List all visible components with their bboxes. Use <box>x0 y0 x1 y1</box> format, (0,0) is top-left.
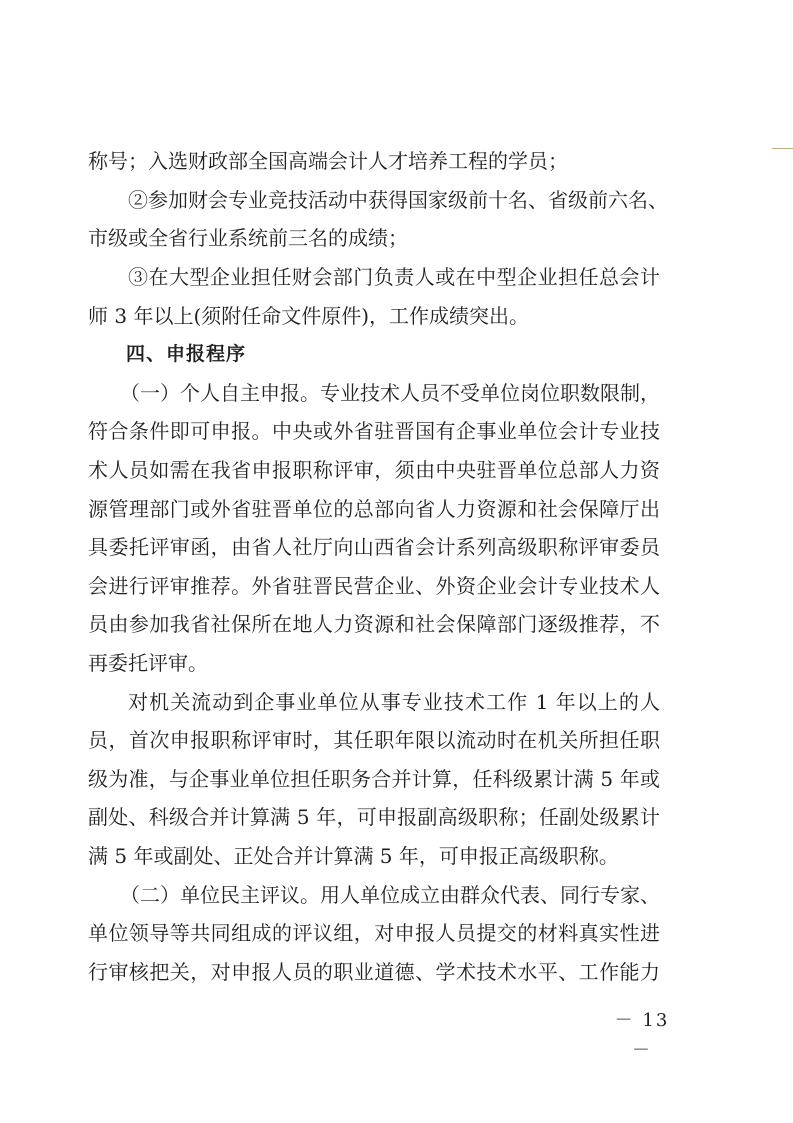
body-line <box>0 913 793 953</box>
page-number: － 13 － <box>614 1010 670 1061</box>
body-line <box>0 604 793 644</box>
body-line <box>0 257 793 297</box>
body-line <box>0 759 793 799</box>
body-line <box>0 218 793 258</box>
line-text: （二）单位民主评议。用人单位成立由群众代表、同行专家、 <box>120 883 660 907</box>
body-line <box>0 527 793 567</box>
body-line <box>0 373 793 413</box>
body-line <box>0 180 793 220</box>
line-text: 行审核把关，对申报人员的职业道德、学术技术水平、工作能力 <box>88 960 660 984</box>
body-line <box>0 566 793 606</box>
line-text: （一）个人自主申报。专业技术人员不受单位岗位职数限制， <box>120 381 660 405</box>
line-text: 再委托评审。 <box>88 651 208 675</box>
line-text: 副处、科级合并计算满 5 年，可申报副高级职称；任副处级累计 <box>88 805 660 829</box>
line-text: 级为准，与企事业单位担任职务合并计算，任科级累计满 5 年或 <box>88 767 660 791</box>
line-text: ③在大型企业担任财会部门负责人或在中型企业担任总会计 <box>128 265 660 289</box>
body-line <box>0 836 793 876</box>
body-line <box>0 720 793 760</box>
line-text: 师 3 年以上(须附任命文件原件)，工作成绩突出。 <box>88 304 530 328</box>
body-line <box>0 952 793 992</box>
line-text: 满 5 年或副处、正处合并计算满 5 年，可申报正高级职称。 <box>88 844 619 868</box>
heading-text: 四、申报程序 <box>126 343 247 365</box>
body-line <box>0 489 793 529</box>
body-line <box>0 875 793 915</box>
line-text: 源管理部门或外省驻晋单位的总部向省人力资源和社会保障厅出 <box>88 497 660 521</box>
line-text: 对机关流动到企事业单位从事专业技术工作 1 年以上的人 <box>128 690 660 714</box>
line-text: 员由参加我省社保所在地人力资源和社会保障部门逐级推荐，不 <box>88 612 660 636</box>
body-line <box>0 643 793 683</box>
line-text: 称号；入选财政部全国高端会计人才培养工程的学员； <box>88 149 568 173</box>
line-text: 单位领导等共同组成的评议组，对申报人员提交的材料真实性进 <box>88 921 660 945</box>
body-line <box>0 682 793 722</box>
body-line <box>0 411 793 451</box>
line-text: 市级或全省行业系统前三名的成绩； <box>88 226 408 250</box>
line-text: 具委托评审函，由省人社厅向山西省会计系列高级职称评审委员 <box>88 535 660 559</box>
line-text: 术人员如需在我省申报职称评审，须由中央驻晋单位总部人力资 <box>88 458 660 482</box>
line-text: ②参加财会专业竞技活动中获得国家级前十名、省级前六名、 <box>128 188 668 212</box>
line-text: 员，首次申报职称评审时，其任职年限以流动时在机关所担任职 <box>88 728 660 752</box>
body-line <box>0 141 793 181</box>
line-text: 符合条件即可申报。中央或外省驻晋国有企事业单位会计专业技 <box>88 419 660 443</box>
body-line <box>0 797 793 837</box>
body-line <box>0 296 793 336</box>
body-line <box>0 450 793 490</box>
line-text: 会进行评审推荐。外省驻晋民营企业、外资企业会计专业技术人 <box>88 574 660 598</box>
section-heading <box>0 334 793 374</box>
